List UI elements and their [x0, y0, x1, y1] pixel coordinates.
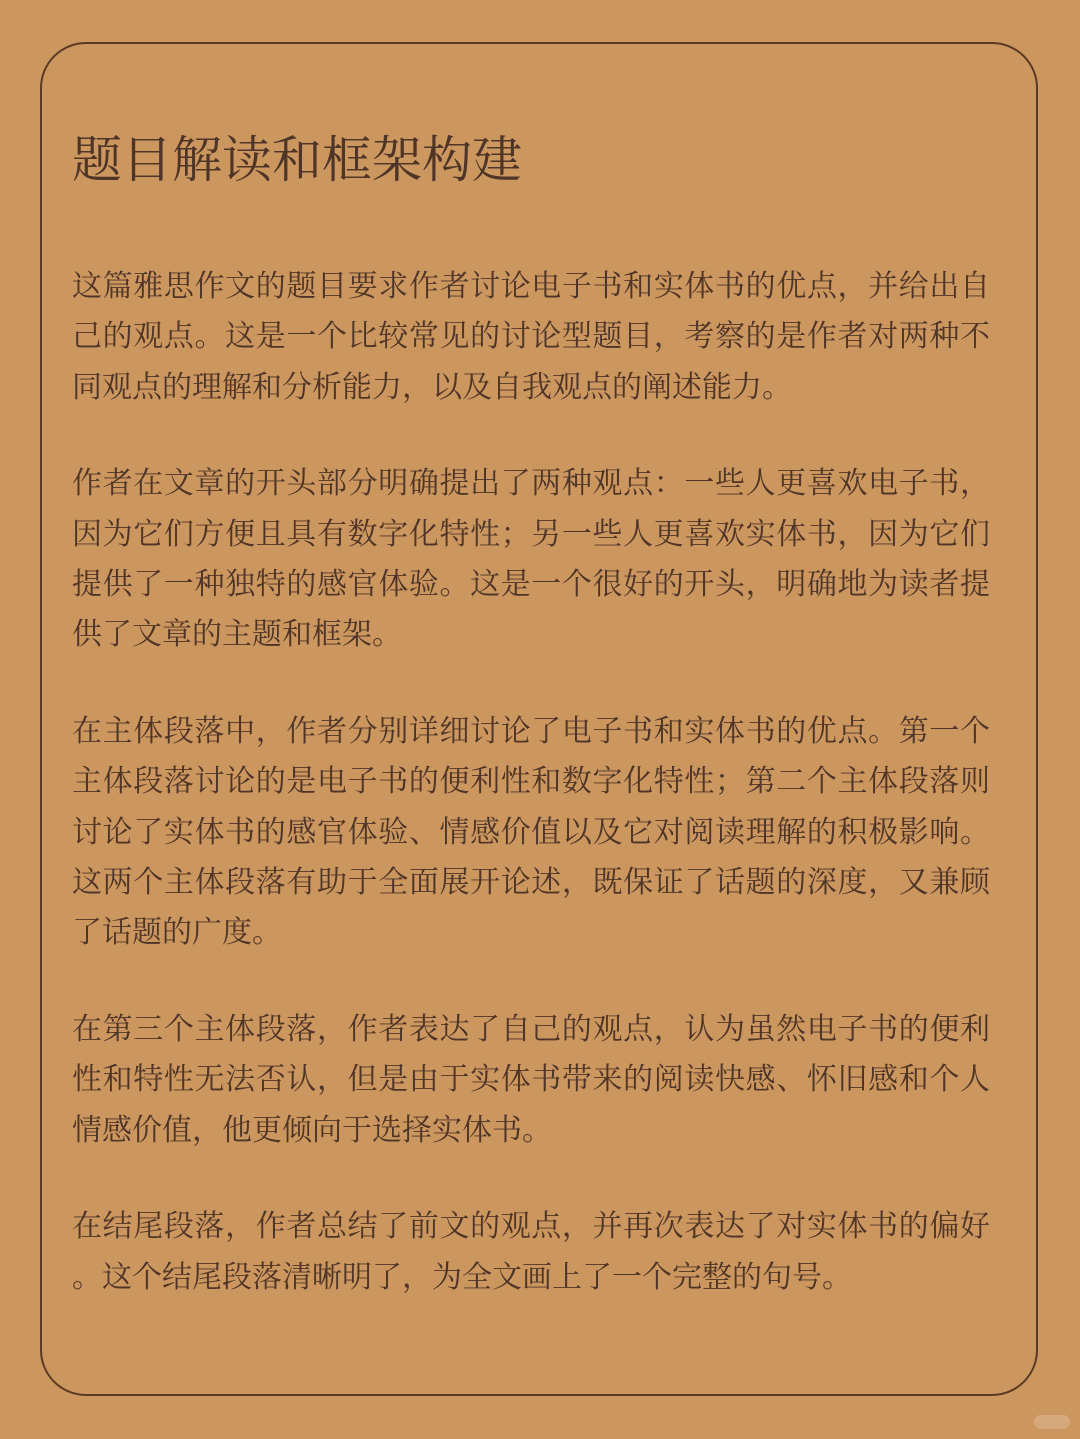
article-body: [72, 262, 990, 1349]
page-title: 题目解读和框架构建: [72, 131, 522, 189]
paragraph-4: 在第三个主体段落，作者表达了自己的观点，认为虽然电子书的便利性和特性无法否认，但是由于实体书带来的阅读快感、怀旧感和个人情感价值，他更倾向于选择实体书。: [72, 1011, 990, 1148]
paragraph-2: 作者在文章的开头部分明确提出了两种观点：一些人更喜欢电子书，因为它们方便且具有数字化特性；另一些人更喜欢实体书，因为它们提供了一种独特的感官体验。这是一个很好的开头，明确地为读者提供了文章的主题和框架。: [72, 466, 990, 653]
paragraph-5: 在结尾段落，作者总结了前文的观点，并再次表达了对实体书的偏好。这个结尾段落清晰明了，为全文画上了一个完整的句号。: [72, 1209, 990, 1295]
paragraph-3: 在主体段落中，作者分别详细讨论了电子书和实体书的优点。第一个主体段落讨论的是电子书的便利性和数字化特性；第二个主体段落则讨论了实体书的感官体验、情感价值以及它对阅读理解的积极影响。这两个主体段落有助于全面展开论述，既保证了话题的深度，又兼顾了话题的广度。: [72, 713, 990, 951]
paragraph-1: 这篇雅思作文的题目要求作者讨论电子书和实体书的优点，并给出自己的观点。这是一个比较常见的讨论型题目，考察的是作者对两种不同观点的理解和分析能力，以及自我观点的阐述能力。: [72, 269, 990, 405]
watermark: [1034, 1415, 1070, 1429]
